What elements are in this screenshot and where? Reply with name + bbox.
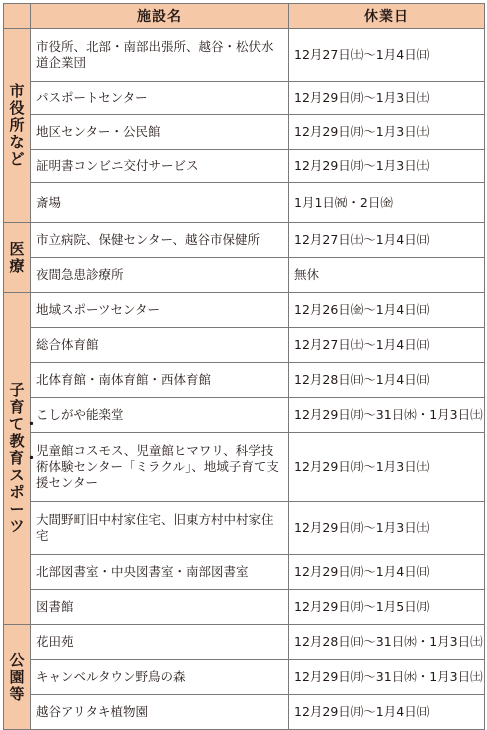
facility-cell: 市役所、北部・南部出張所、越谷・松伏水道企業団 bbox=[31, 29, 289, 82]
category-label: 公園等 bbox=[9, 650, 25, 703]
category-cell-medical bbox=[4, 223, 31, 293]
holiday-cell: 12月29日㈪〜1月4日㈰ bbox=[289, 695, 485, 730]
facility-cell: 斎場 bbox=[31, 183, 289, 223]
facility-cell: 北体育館・南体育館・西体育館 bbox=[31, 363, 289, 398]
facility-cell: 地域スポーツセンター bbox=[31, 293, 289, 328]
facility-cell: 大間野町旧中村家住宅、旧東方村中村家住宅 bbox=[31, 502, 289, 555]
facility-cell: 花田苑 bbox=[31, 625, 289, 660]
facility-cell: 越谷アリタキ植物園 bbox=[31, 695, 289, 730]
header-category bbox=[4, 4, 31, 29]
category-cell-childcare-education-sports bbox=[4, 293, 40, 625]
holiday-cell: 12月29日㈪〜1月4日㈰ bbox=[289, 555, 485, 590]
table-row bbox=[4, 363, 485, 398]
table-row bbox=[4, 398, 485, 433]
table-row bbox=[4, 433, 485, 502]
table-row bbox=[4, 29, 485, 82]
facility-cell: 総合体育館 bbox=[31, 328, 289, 363]
table-row bbox=[4, 502, 485, 555]
facility-cell: こしがや能楽堂 bbox=[31, 398, 289, 433]
facility-cell: 図書館 bbox=[31, 590, 289, 625]
holiday-cell: 12月27日㈯〜1月4日㈰ bbox=[289, 223, 485, 258]
table-row bbox=[4, 555, 485, 590]
header-facility: 施設名 bbox=[31, 4, 289, 29]
holiday-cell: 12月27日㈯〜1月4日㈰ bbox=[289, 328, 485, 363]
table-row bbox=[4, 115, 485, 150]
table-header-row bbox=[4, 4, 485, 29]
holiday-cell: 無休 bbox=[289, 258, 485, 293]
category-label: 子育て・教育・スポーツ bbox=[9, 381, 40, 535]
facility-cell: キャンベルタウン野鳥の森 bbox=[31, 660, 289, 695]
table-row bbox=[4, 695, 485, 730]
table-row bbox=[4, 183, 485, 223]
holiday-schedule bbox=[3, 3, 484, 719]
table-row bbox=[4, 328, 485, 363]
holiday-cell: 12月28日㈰〜1月4日㈰ bbox=[289, 363, 485, 398]
table-row bbox=[4, 590, 485, 625]
holiday-cell: 12月29日㈪〜1月3日㈯ bbox=[289, 115, 485, 150]
table-row bbox=[4, 625, 485, 660]
holiday-cell: 12月29日㈪〜1月3日㈯ bbox=[289, 433, 485, 502]
facility-cell: 地区センター・公民館 bbox=[31, 115, 289, 150]
category-cell-parks bbox=[4, 625, 31, 730]
holiday-cell: 12月28日㈰〜31日㈬・1月3日㈯ bbox=[289, 625, 485, 660]
facility-cell: 夜間急患診療所 bbox=[31, 258, 289, 293]
table-row bbox=[4, 293, 485, 328]
holiday-cell: 12月29日㈪〜31日㈬・1月3日㈯ bbox=[289, 660, 485, 695]
table-row bbox=[4, 660, 485, 695]
facility-cell: 証明書コンビニ交付サービス bbox=[31, 150, 289, 183]
holiday-cell: 12月29日㈪〜1月3日㈯ bbox=[289, 82, 485, 115]
holiday-cell: 12月29日㈪〜1月3日㈯ bbox=[289, 150, 485, 183]
holiday-table bbox=[3, 3, 485, 730]
table-row bbox=[4, 223, 485, 258]
category-label: 市役所など bbox=[9, 82, 25, 168]
holiday-cell: 12月26日㈮〜1月4日㈰ bbox=[289, 293, 485, 328]
facility-cell: 市立病院、保健センター、越谷市保健所 bbox=[31, 223, 289, 258]
facility-cell: パスポートセンター bbox=[31, 82, 289, 115]
category-cell-city-office bbox=[4, 29, 31, 223]
holiday-cell: 12月27日㈯〜1月4日㈰ bbox=[289, 29, 485, 82]
facility-cell: 北部図書室・中央図書室・南部図書室 bbox=[31, 555, 289, 590]
holiday-cell: 1月1日㈷・2日㈮ bbox=[289, 183, 485, 223]
facility-cell: 児童館コスモス、児童館ヒマワリ、科学技術体験センター「ミラクル」、地域子育て支援センター bbox=[31, 433, 289, 502]
holiday-cell: 12月29日㈪〜1月3日㈯ bbox=[289, 502, 485, 555]
category-label: 医療 bbox=[9, 239, 25, 275]
table-row bbox=[4, 150, 485, 183]
holiday-cell: 12月29日㈪〜31日㈬・1月3日㈯ bbox=[289, 398, 485, 433]
header-holiday: 休業日 bbox=[289, 4, 485, 29]
table-row bbox=[4, 82, 485, 115]
table-row bbox=[4, 258, 485, 293]
holiday-cell: 12月29日㈪〜1月5日㈪ bbox=[289, 590, 485, 625]
